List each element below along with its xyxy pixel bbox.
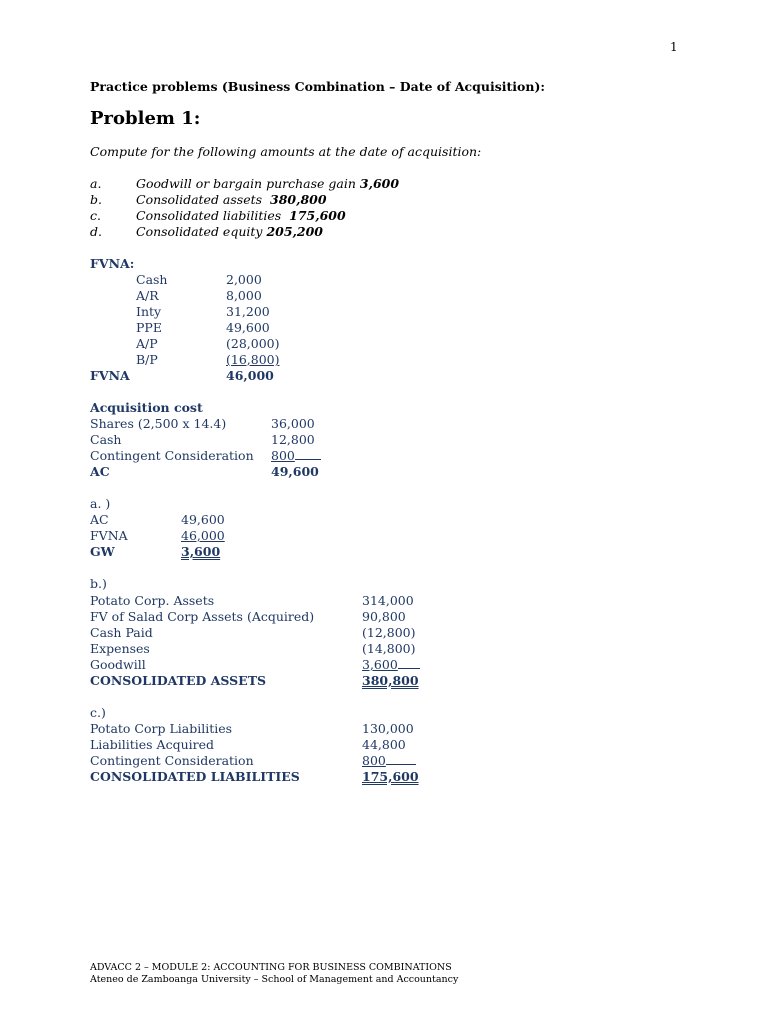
fvna-row-label: PPE <box>136 320 162 335</box>
fvna-total-value: 46,000 <box>226 368 274 383</box>
acquisition-title: Acquisition cost <box>90 400 203 415</box>
part-b-row-label: Potato Corp. Assets <box>90 593 215 608</box>
acquisition-total-label: AC <box>90 464 110 479</box>
fvna-row-value: 8,000 <box>226 288 262 303</box>
fvna-row-label: A/R <box>136 288 159 303</box>
part-b-row-value-wrap <box>362 657 420 673</box>
part-c-row-value: 800 <box>362 753 386 768</box>
part-a-row-value: 49,600 <box>181 512 225 527</box>
part-a-row-label: AC <box>90 512 109 527</box>
item-value: 3,600 <box>359 176 400 191</box>
part-b-row-value: (12,800) <box>362 625 416 640</box>
part-c-row-value: 44,800 <box>362 737 406 752</box>
part-c-row-value: 130,000 <box>362 721 414 736</box>
fvna-total-label: FVNA <box>90 368 130 383</box>
part-a-title: a. ) <box>90 496 111 511</box>
part-b-row-label: Goodwill <box>90 657 146 672</box>
acquisition-row-label: Shares (2,500 x 14.4) <box>90 416 227 431</box>
part-c-title: c.) <box>90 705 106 720</box>
item-value: 205,200 <box>266 224 323 239</box>
fvna-row-value: (28,000) <box>226 336 280 351</box>
part-b-row-label: Expenses <box>90 641 150 656</box>
acquisition-row-value: 12,800 <box>271 432 315 447</box>
fvna-row-value: 49,600 <box>226 320 270 335</box>
fvna-row-value: 31,200 <box>226 304 270 319</box>
part-c-total-label: CONSOLIDATED LIABILITIES <box>90 769 300 784</box>
footer-school-line: Ateneo de Zamboanga University – School of Management and Accountancy <box>90 974 459 985</box>
page-number: 1 <box>670 40 678 54</box>
item-letter: a. <box>90 176 102 191</box>
fvna-title: FVNA: <box>90 256 135 271</box>
fvna-row-label: Cash <box>136 272 168 287</box>
acquisition-row-label: Cash <box>90 432 122 447</box>
part-a-row-label: FVNA <box>90 528 128 543</box>
item-letter: c. <box>90 208 101 223</box>
item-letter: d. <box>90 224 102 239</box>
fvna-row-value: (16,800) <box>226 352 280 367</box>
underline-blank <box>386 753 416 765</box>
acquisition-row-value-wrap <box>271 448 321 464</box>
fvna-row-value: 2,000 <box>226 272 262 287</box>
part-c-row-label: Liabilities Acquired <box>90 737 215 752</box>
part-c-total-value: 175,600 <box>362 769 419 784</box>
part-b-row-value: 314,000 <box>362 593 414 608</box>
problem-title: Problem 1: <box>90 108 201 129</box>
part-a-row-value: 46,000 <box>181 528 225 543</box>
acquisition-row-value: 800 <box>271 448 295 463</box>
part-b-row-value: (14,800) <box>362 641 416 656</box>
part-a-total-label: GW <box>90 544 115 559</box>
item-letter: b. <box>90 192 102 207</box>
fvna-row-label: A/P <box>136 336 158 351</box>
list-item <box>136 208 346 224</box>
item-label: Consolidated equity <box>136 224 263 239</box>
fvna-row-label: Inty <box>136 304 162 319</box>
instruction-text: Compute for the following amounts at the date of acquisition: <box>90 144 482 159</box>
list-item <box>136 176 399 192</box>
acquisition-row-label: Contingent Consideration <box>90 448 254 463</box>
part-b-row-value: 90,800 <box>362 609 406 624</box>
list-item <box>136 192 327 208</box>
fvna-row-label: B/P <box>136 352 158 367</box>
part-b-row-label: Cash Paid <box>90 625 153 640</box>
footer-course-line: ADVACC 2 – MODULE 2: ACCOUNTING FOR BUSINESS COMBINATIONS <box>90 962 452 973</box>
underline-blank <box>295 448 321 460</box>
document-heading: Practice problems (Business Combination – Date of Acquisition): <box>90 79 545 94</box>
acquisition-row-value: 36,000 <box>271 416 315 431</box>
item-label: Goodwill or bargain purchase gain <box>136 176 356 191</box>
item-value: 175,600 <box>289 208 346 223</box>
underline-blank <box>398 657 420 669</box>
part-c-row-value-wrap <box>362 753 416 769</box>
part-b-total-label: CONSOLIDATED ASSETS <box>90 673 267 688</box>
list-item <box>136 224 323 240</box>
part-a-total-value: 3,600 <box>181 544 221 559</box>
part-b-title: b.) <box>90 576 107 591</box>
part-b-total-value: 380,800 <box>362 673 419 688</box>
item-value: 380,800 <box>270 192 327 207</box>
part-c-row-label: Contingent Consideration <box>90 753 254 768</box>
item-label: Consolidated assets <box>136 192 263 207</box>
acquisition-total-value: 49,600 <box>271 464 319 479</box>
part-c-row-label: Potato Corp Liabilities <box>90 721 233 736</box>
item-label: Consolidated liabilities <box>136 208 282 223</box>
part-b-row-label: FV of Salad Corp Assets (Acquired) <box>90 609 315 624</box>
part-b-row-value: 3,600 <box>362 657 398 672</box>
